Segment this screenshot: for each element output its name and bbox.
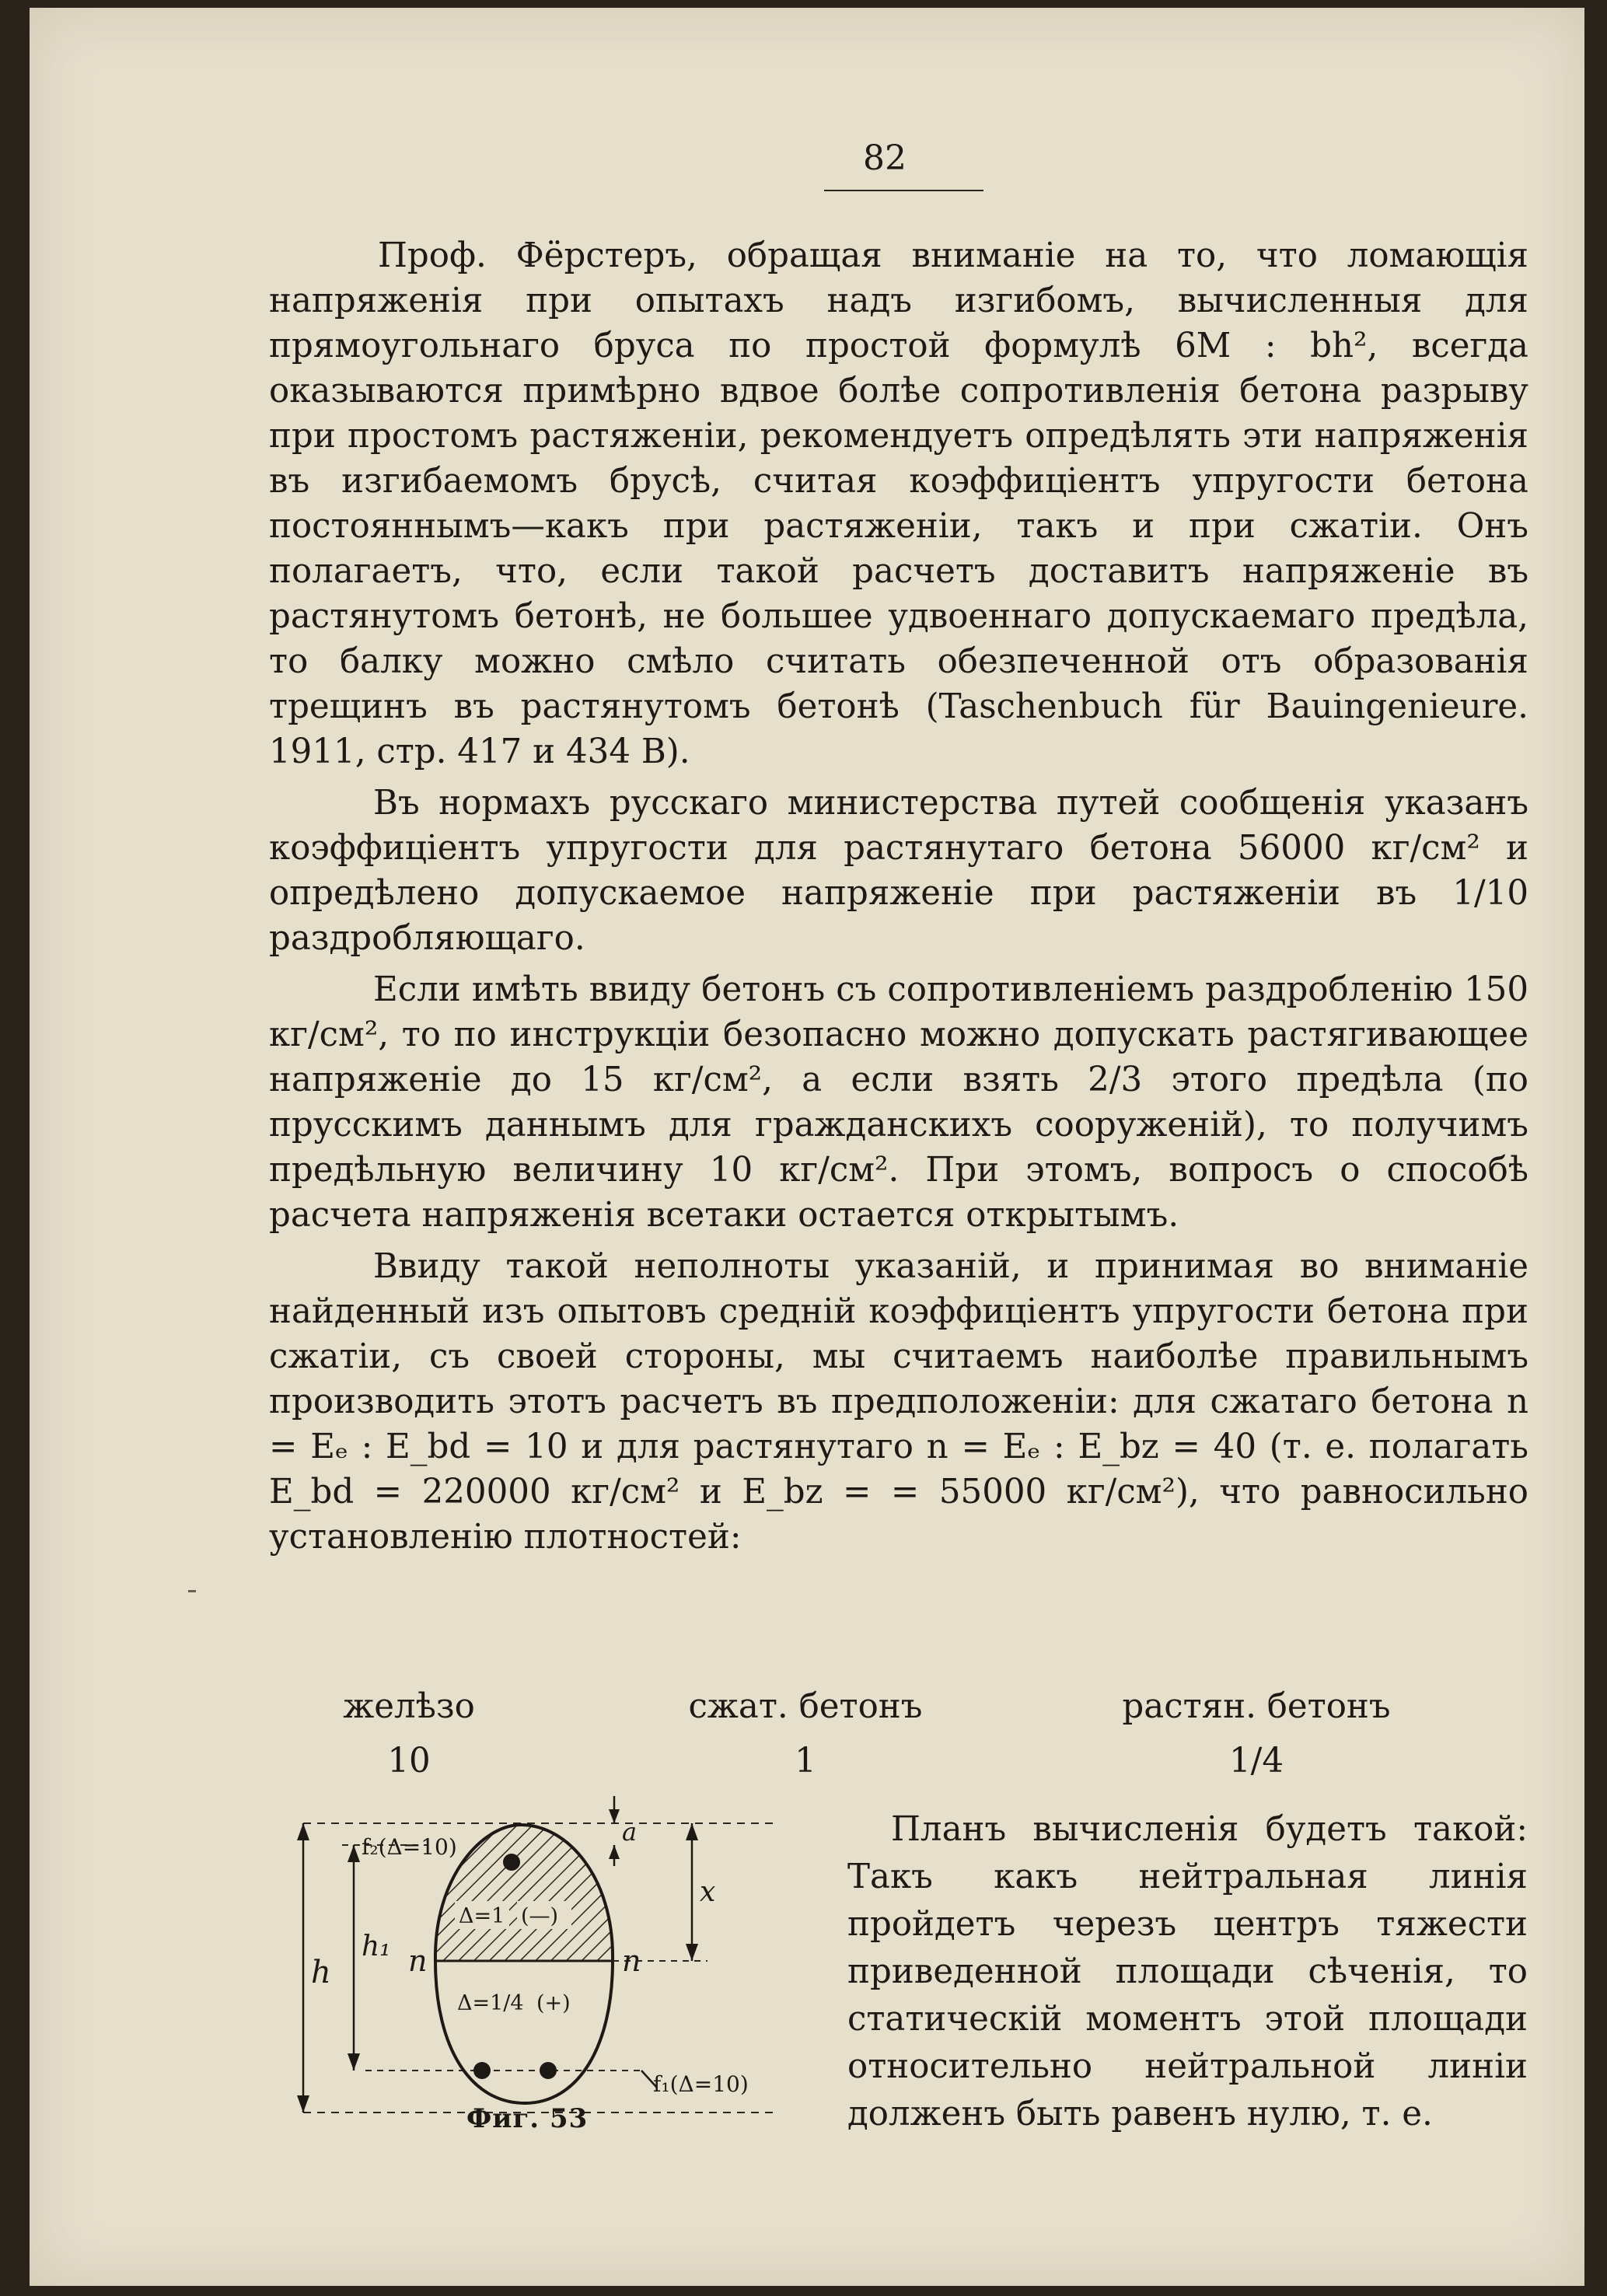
figure-caption: Фиг. 53 (466, 2103, 589, 2134)
density-tension (1101, 1687, 1412, 1781)
side-text (847, 1806, 1528, 2138)
margin-mark (188, 1590, 196, 1592)
density-compressed-label: сжат. бетонъ (688, 1687, 923, 1726)
label-minus: (—) (521, 1904, 559, 1928)
figure-53 (288, 1792, 793, 2196)
label-n-right: n (622, 1944, 641, 1978)
rebar-top (503, 1854, 520, 1871)
label-delta-top: Δ=1 (459, 1904, 505, 1928)
density-iron-value: 10 (387, 1742, 431, 1781)
label-n-left: n (408, 1944, 428, 1978)
label-h: h (311, 1955, 331, 1990)
density-iron (339, 1687, 479, 1781)
rebar-bottom-right (540, 2062, 557, 2079)
label-h1: h₁ (362, 1931, 391, 1962)
density-tension-value: 1/4 (1228, 1742, 1284, 1781)
density-tension-label: растян. бетонъ (1122, 1687, 1391, 1726)
paragraph-4: Ввиду такой неполноты указаній, и принимая во вниманіе найденный изъ опытовъ среднiй коэффиціентъ упругости бетона при сжатіи, съ своей стороны, мы считаемъ наиболѣе правильнымъ производить этотъ расчетъ въ предположеніи: для сжатаго бетона n = Eₑ : E_bd = 10 и для растянутаго n = Eₑ : E_bz = 40 (т. е. полагать E_bd = 220000 кг/см² и E_bz = = 55000 кг/см²), что равносильно установленію плотностей: (269, 1247, 1528, 1557)
label-f2: f₂(Δ=10) (362, 1834, 457, 1860)
header-rule (824, 190, 983, 191)
label-plus: (+) (536, 1991, 571, 2015)
page-number: 82 (863, 138, 907, 178)
side-paragraph: Планъ вычисленія будетъ такой: Такъ какъ нейтральная линія пройдетъ черезъ центръ тяжести приведенной площади сѣченія, то статическій моментъ этой площади относительно нейтральной линіи долженъ быть равенъ нулю, т. е. (847, 1810, 1528, 2133)
compressed-zone (435, 1825, 613, 1961)
rebar-bottom-left (473, 2062, 491, 2079)
main-text (269, 233, 1528, 1566)
density-compressed (673, 1687, 938, 1781)
label-f1: f₁(Δ=10) (653, 2071, 749, 2097)
density-compressed-value: 1 (795, 1742, 816, 1781)
label-x: x (700, 1876, 716, 1908)
paragraph-2: Въ нормахъ русскаго министерства путей сообщенія указанъ коэффиціентъ упругости для растянутаго бетона 56000 кг/см² и опредѣлено допускаемое напряженіе при растяженіи въ 1/10 раздробляющаго. (269, 784, 1528, 958)
paragraph-1: Проф. Фёрстеръ, обращая вниманіе на то, что ломающія напряженія при опытахъ надъ изгибомъ, вычисленныя для прямоугольнаго бруса по простой формулѣ 6M : bh², всегда оказываются примѣрно вдвое болѣе сопротивленія бетона разрыву при простомъ растяженіи, рекомендуетъ опредѣлять эти напряженія въ изгибаемомъ брусѣ, считая коэффиціентъ упругости бетона постояннымъ—какъ при растяженіи, такъ и при сжатіи. Онъ полагаетъ, что, если такой расчетъ доставитъ напряженіе въ растянутомъ бетонѣ, не большее удвоеннаго допускаемаго предѣла, то балку можно смѣло считать обезпеченной отъ образованія трещинъ въ растянутомъ бетонѣ (Taschenbuch für Bauingenieure. 1911, стр. 417 и 434 B). (269, 236, 1528, 771)
label-a: a (622, 1817, 638, 1847)
label-delta-bottom: Δ=1/4 (457, 1991, 524, 2015)
paragraph-3: Если имѣть ввиду бетонъ съ сопротивленіемъ раздробленію 150 кг/см², то по инструкціи безопасно можно допускать растягивающее напряженіе до 15 кг/см², а если взять 2/3 этого предѣла (по прусскимъ даннымъ для гражданскихъ сооруженій), то получимъ предѣльную величину 10 кг/см². При этомъ, вопросъ о способѣ расчета напряженія всетаки остается открытымъ. (269, 970, 1528, 1235)
density-iron-label: желѣзо (343, 1687, 475, 1726)
